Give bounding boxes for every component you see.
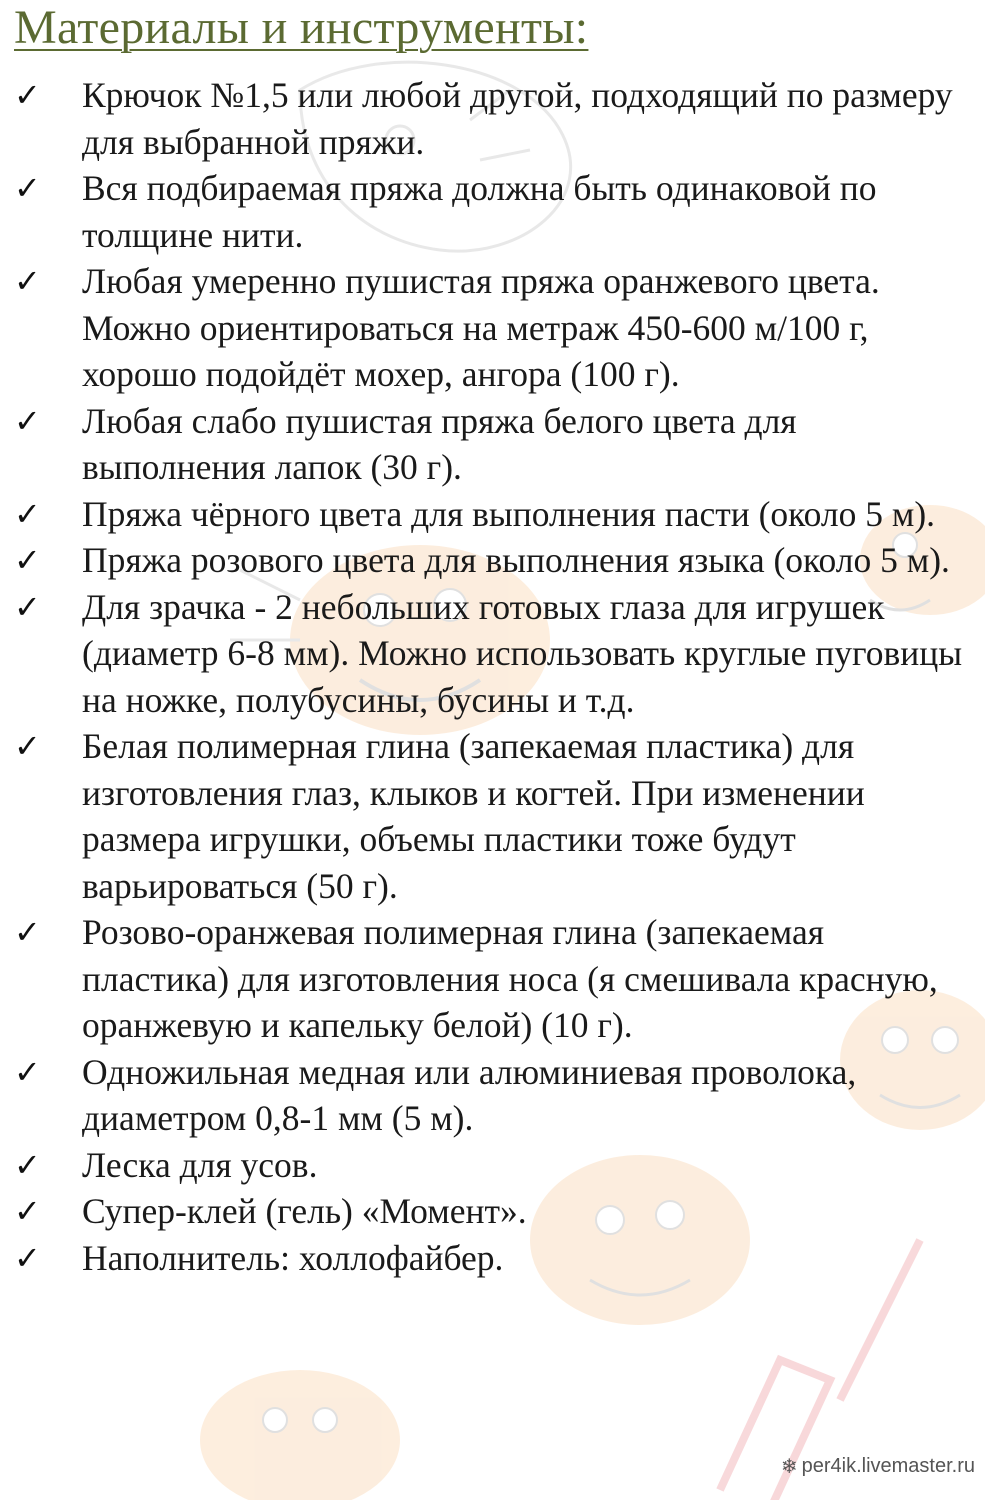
checkmark-icon: ✓ xyxy=(14,1192,41,1230)
page-title: Материалы и инструменты: xyxy=(14,1,589,54)
list-item-text: Белая полимерная глина (запекаемая пластика) для изготовления глаз, клыков и когтей. При изменении размера игрушки, объемы пластики тоже будут варьироваться (50 г). xyxy=(82,726,865,906)
list-item xyxy=(0,398,985,491)
list-item-text: Любая слабо пушистая пряжа белого цвета для выполнения лапок (30 г). xyxy=(82,400,797,487)
watermark-fish-bottom-2 xyxy=(200,1370,400,1500)
checkmark-icon: ✓ xyxy=(14,587,41,626)
snowflake-icon: ❄ xyxy=(780,1454,798,1478)
list-item xyxy=(0,1188,985,1235)
materials-list xyxy=(0,72,985,1281)
list-item xyxy=(0,1049,985,1142)
checkmark-icon: ✓ xyxy=(14,913,41,951)
checkmark-icon: ✓ xyxy=(14,727,41,765)
list-item xyxy=(0,1235,985,1282)
checkmark-icon: ✓ xyxy=(14,76,41,114)
list-item xyxy=(0,491,985,538)
list-item-text: Крючок №1,5 или любой другой, подходящий по размеру для выбранной пряжи. xyxy=(82,75,953,162)
list-item xyxy=(0,909,985,1049)
checkmark-icon: ✓ xyxy=(14,541,41,579)
list-item xyxy=(0,1142,985,1189)
list-item-text: Любая умеренно пушистая пряжа оранжевого цвета. Можно ориентироваться на метраж 450-600 м/100 г, хорошо подойдёт мохер, ангора (100 г). xyxy=(82,261,880,394)
list-item-text: Вся подбираемая пряжа должна быть одинаковой по толщине нити. xyxy=(82,168,877,255)
checkmark-icon: ✓ xyxy=(14,494,41,533)
list-item-text: Пряжа розового цвета для выполнения языка (около 5 м). xyxy=(82,540,950,580)
checkmark-icon: ✓ xyxy=(14,169,41,207)
list-item-text: Одножильная медная или алюминиевая проволока, диаметром 0,8-1 мм (5 м). xyxy=(82,1051,857,1138)
list-item xyxy=(0,258,985,398)
checkmark-icon: ✓ xyxy=(14,1052,41,1091)
list-item xyxy=(0,584,985,724)
list-item-text: Пряжа чёрного цвета для выполнения пасти (около 5 м). xyxy=(82,493,936,534)
list-item-text: Розово-оранжевая полимерная глина (запекаемая пластика) для изготовления носа (я смешивала красную, оранжевую и капельку белой) (10 г). xyxy=(82,912,938,1045)
list-item xyxy=(0,165,985,258)
checkmark-icon: ✓ xyxy=(14,1238,41,1277)
list-item-text: Для зрачка - 2 небольших готовых глаза для игрушек (диаметр 6-8 мм). Можно использовать круглые пуговицы на ножке, полубусины, бусины и т.д. xyxy=(82,586,963,720)
list-item-text: Наполнитель: холлофайбер. xyxy=(82,1237,504,1278)
list-item-text: Леска для усов. xyxy=(82,1144,318,1185)
list-item xyxy=(0,72,985,165)
checkmark-icon: ✓ xyxy=(14,262,41,300)
checkmark-icon: ✓ xyxy=(14,401,41,440)
list-item xyxy=(0,537,985,584)
site-logo[interactable] xyxy=(781,1454,975,1478)
list-item xyxy=(0,723,985,909)
checkmark-icon: ✓ xyxy=(14,1145,41,1184)
list-item-text: Супер-клей (гель) «Момент». xyxy=(82,1191,527,1231)
site-logo-text: per4ik.livemaster.ru xyxy=(801,1454,975,1477)
